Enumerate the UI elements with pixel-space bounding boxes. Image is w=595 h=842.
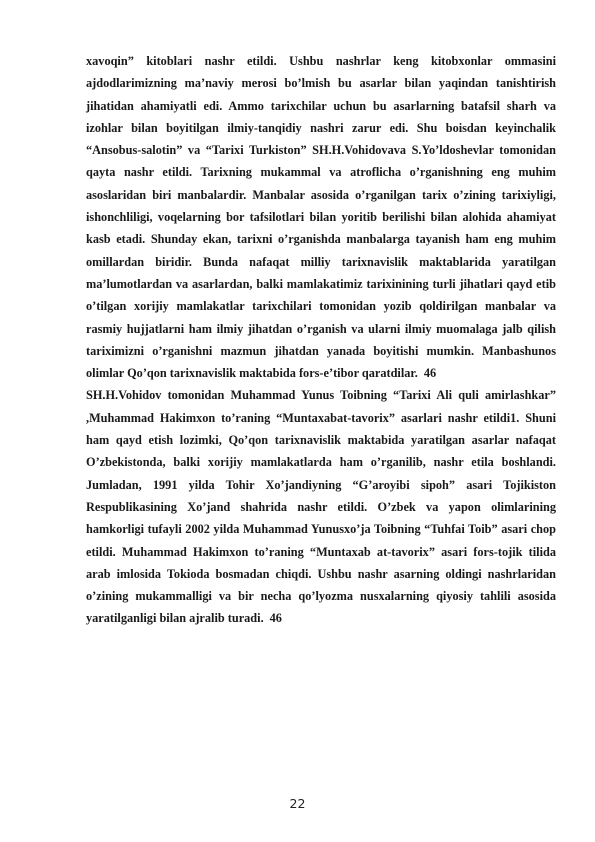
paragraph-1 [86, 50, 556, 384]
paragraph-2-reference: 46 [269, 611, 282, 626]
paragraph-2 [86, 384, 556, 629]
paragraph-1-reference: 46 [423, 366, 437, 381]
paragraph-2-text: SH.H.Vohidov tomonidan Muhammad Yunus Toibning “Tarixi Ali quli amirlashkar” ,Muhammad Hakimxon to’raning “Muntaxabat-tavorix” asarlari nashr etildi1. Shuni ham qayd etish lozimki, Qo’qon tarixnavislik maktabida yaratilgan asarlar nafaqat O’zbekistonda, balki xorijiy mamlakatlarda ham o’rganilib, nashr etila boshlandi. Jumladan, 1991 yilda Tohir Xo’jandiyning “G’aroyibi sipoh” asari Tojikiston Respublikasining Xo’jand shahrida nashr etildi. O’zbek va yapon olimlarining hamkorligi tufayli 2002 yilda Muhammad Yunusxo’ja Toibning “Tuhfai Toib” asari chop etildi. Muhammad Hakimxon to’raning “Muntaxab at-tavorix” asari fors-tojik tilida arab imlosida Tokioda bosmadan chiqdi. Ushbu nashr asarning oldingi nashrlaridan o’zining mukammalligi va bir necha qo’lyozma nusxalarning qiyosiy tahlili asosida yaratilganligi bilan ajralib turadi. [86, 388, 556, 626]
page-number: 22 [289, 796, 306, 811]
document-body [86, 50, 556, 630]
paragraph-1-text: xavoqin” kitoblari nashr etildi. Ushbu nashrlar keng kitobxonlar ommasini ajdodlarimizning ma’naviy merosi bo’lmish bu asarlar bilan yaqindan tanishtirish jihatidan ahamiyatli edi. Ammo tarixchilar uchun bu asarlarning batafsil sharh va izohlar bilan boyitilgan ilmiy-tanqidiy nashri zarur edi. Shu boisdan keyinchalik “Ansobus-salotin” va “Tarixi Turkiston” SH.H.Vohidovava S.Yo’ldoshevlar tomonidan qayta nashr etildi. Tarixning mukammal va atroflicha o’rganishning eng muhim asoslaridan biri manbalardir. Manbalar asosida o’rganilgan tarix o’zining tarixiyligi, ishonchliligi, voqelarning bor tafsilotlari bilan yoritib berilishi bilan alohida ahamiyat kasb etadi. Shunday ekan, tarixni o’rganishda manbalarga tayanish ham eng muhim omillardan biridir. Bunda nafaqat milliy tarixnavislik maktablarida yaratilgan ma’lumotlardan va asarlardan, balki mamlakatimiz tarixinining turli jihatlari qayd etib o’tilgan xorijiy mamlakatlar tarixchilari tomonidan yozib qoldirilgan manbalar va rasmiy hujjatlarni ham ilmiy jihatdan o’rganish va ularni ilmiy muomalaga jalb qilish tariximizni o’rganishni mazmun jihatdan yanada boyitishi mumkin. Manbashunos olimlar Qo’qon tarixnavislik maktabida fors-e’tibor qaratdilar. [86, 54, 556, 381]
